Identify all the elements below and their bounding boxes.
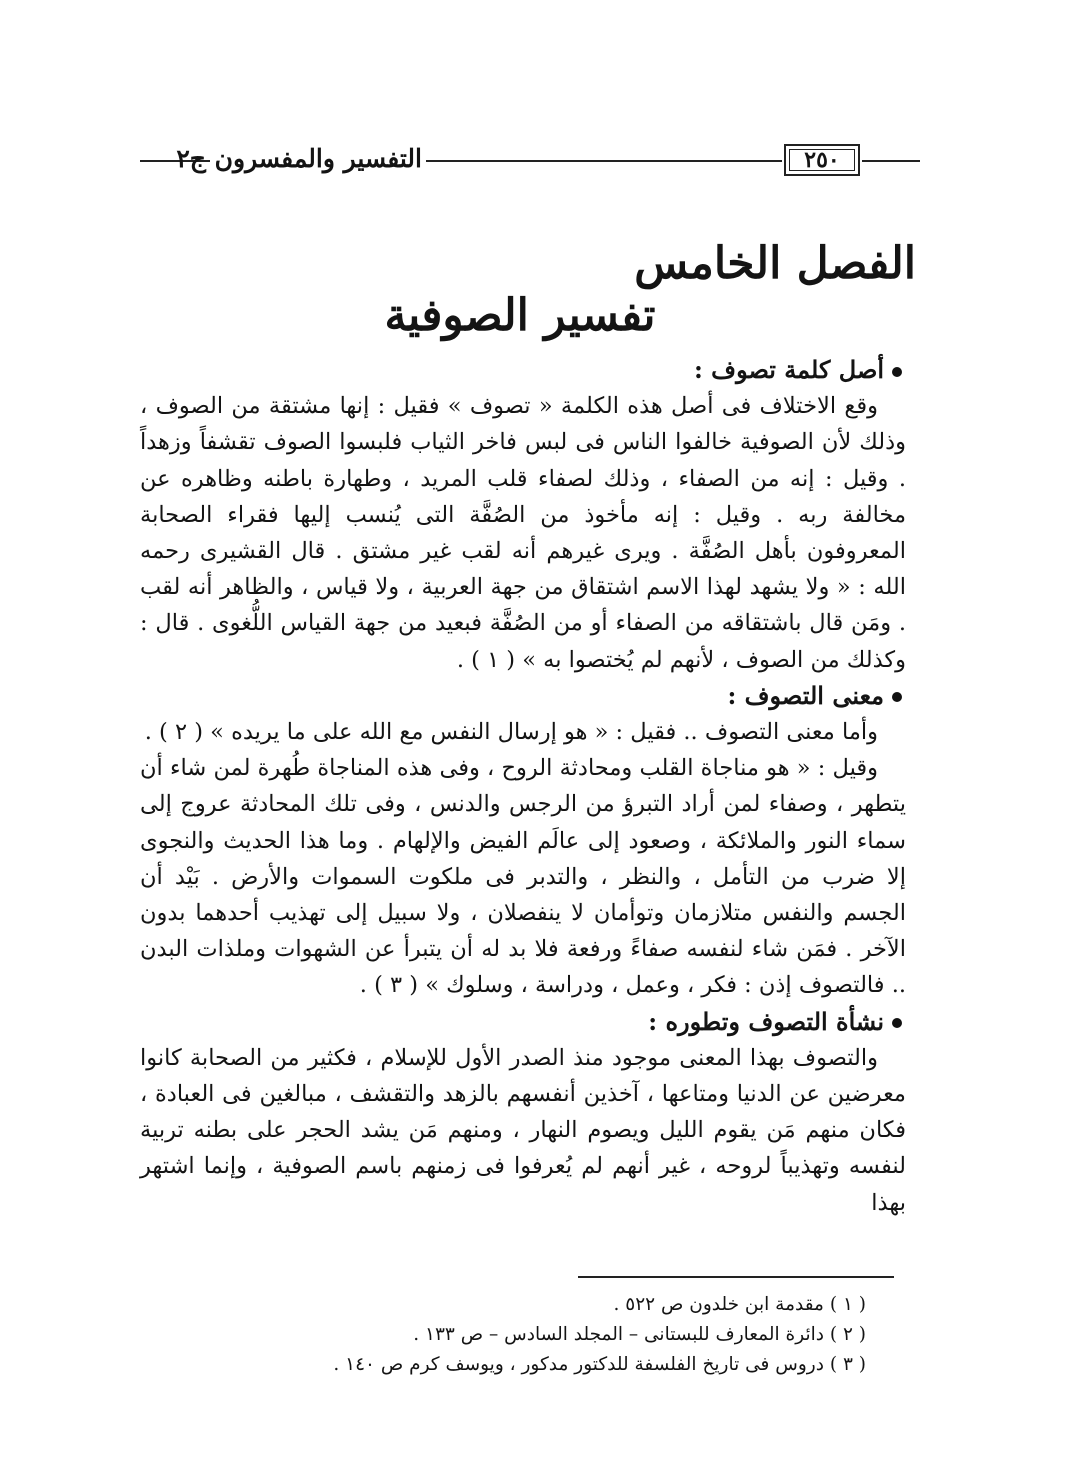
section-heading-emergence: نشأة التصوف وتطوره : — [140, 1004, 906, 1040]
footnote-1: ( ١ ) مقدمة ابن خلدون ص ٥٢٢ . — [613, 1294, 866, 1315]
paragraph: وقيل : « هو مناجاة القلب ومحادثة الروح ، وفى هذه المناجاة طُهرة لمن شاء أن يتطهر ، وصفاء لمن أراد التبرؤ من الرجس والدنس ، وفى تلك المحادثة عروج إلى سماء النور والملائكة ، وصعود إلى عالَم الفيض والإلهام . وما هذا الحديث والنجوى إلا ضرب من التأمل ، والنظر ، والتدبر فى ملكوت السموات والأرض . بَيْد أن الجسم والنفس متلازمان وتوأمان لا ينفصلان ، ولا سبيل إلى تهذيب أحدهما بدون الآخر . فمَن شاء لنفسه صفاءً ورفعة فلا بد له أن يتبرأ عن الشهوات وملذات البدن .. فالتصوف إذن : فكر ، وعمل ، ودراسة ، وسلوك » ( ٣ ) . — [140, 755, 906, 999]
footnote-2: ( ٢ ) دائرة المعارف للبستانى – المجلد السادس – ص ١٣٣ . — [413, 1324, 866, 1345]
section-heading-meaning: معنى التصوف : — [140, 678, 906, 714]
running-title: التفسير والمفسرون ج٢ — [176, 144, 422, 173]
footnote-3: ( ٣ ) دروس فى تاريخ الفلسفة للدكتور مدكور ، ويوسف كرم ص ١٤٠ . — [333, 1354, 866, 1375]
bullet-icon — [892, 367, 902, 377]
page-number-box — [784, 144, 860, 176]
chapter-label: الفصل الخامس — [634, 238, 916, 289]
chapter-title: تفسير الصوفية — [384, 290, 656, 341]
header-rule-right — [862, 160, 920, 162]
bullet-icon — [892, 692, 902, 702]
body-text — [140, 352, 906, 1221]
page-number: ٢٥٠ — [804, 147, 840, 173]
footnotes — [306, 1290, 866, 1380]
paragraph: وقع الاختلاف فى أصل هذه الكلمة « تصوف » فقيل : إنها مشتقة من الصوف ، وذلك لأن الصوفية خالفوا الناس فى لبس فاخر الثياب فلبسوا الصوف تقشفاً وزهداً . وقيل : إنه من الصفاء ، وذلك لصفاء قلب المريد ، وطهارة باطنه وظاهره عن مخالفة ربه . وقيل : إنه مأخوذ من الصُفَّة التى يُنسب إليها فقراء الصحابة المعروفون بأهل الصُفَّة . ويرى غيرهم أنه لقب غير مشتق . قال القشيرى رحمه الله : « ولا يشهد لهذا الاسم اشتقاق من جهة العربية ، ولا قياس ، والظاهر أنه لقب . ومَن قال باشتقاقه من الصفاء أو من الصُفَّة فبعيد من جهة القياس اللُّغوى . قال : وكذلك من الصوف ، لأنهم لم يُختصوا به » ( ١ ) . — [140, 393, 906, 673]
header-rule-middle — [426, 160, 782, 162]
running-header — [140, 140, 920, 184]
paragraph: والتصوف بهذا المعنى موجود منذ الصدر الأول للإسلام ، فكثير من الصحابة كانوا معرضين عن الدنيا ومتاعها ، آخذين أنفسهم بالزهد والتقشف ، مبالغين فى العبادة ، فكان منهم مَن يقوم الليل ويصوم النهار ، ومنهم مَن يشد الحجر على بطنه تربية لنفسه وتهذيباً لروحه ، غير أنهم لم يُعرفوا فى زمنهم باسم الصوفية ، وإنما اشتهر بهذا — [140, 1044, 906, 1216]
bullet-icon — [892, 1018, 902, 1028]
footnote-rule — [578, 1276, 894, 1278]
section-heading-origin: أصل كلمة تصوف : — [140, 352, 906, 388]
paragraph: وأما معنى التصوف .. فقيل : « هو إرسال النفس مع الله على ما يريده » ( ٢ ) . — [144, 719, 878, 746]
